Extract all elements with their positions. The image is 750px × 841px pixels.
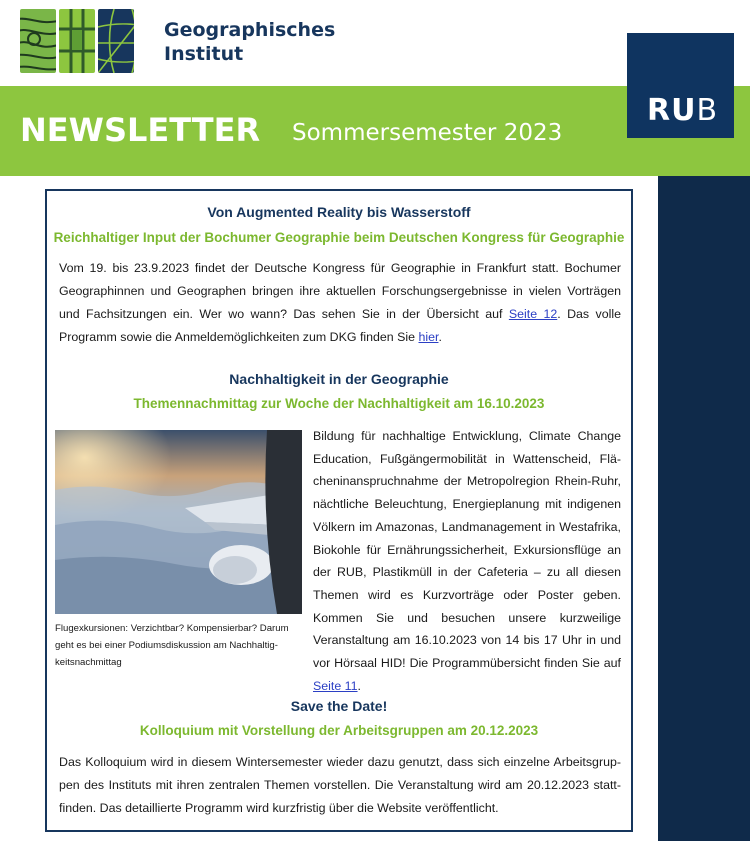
institute-name-line1: Geographisches bbox=[164, 19, 336, 41]
article1-link-hier[interactable]: hier bbox=[418, 330, 439, 344]
article1-text-end: . bbox=[438, 330, 442, 344]
article2-link-seite11[interactable]: Seite 11 bbox=[313, 678, 358, 693]
institute-name-line2: Institut bbox=[164, 43, 244, 65]
airplane-window-photo bbox=[55, 430, 302, 614]
article3-title: Save the Date! bbox=[290, 698, 388, 714]
article1-title: Von Augmented Reality bis Wasserstoff bbox=[207, 204, 471, 220]
logo-tile-globe bbox=[98, 9, 134, 73]
photo-caption: Flugexkursionen: Verzichtbar? Kompensierbar? Darum geht es bei einer Podiumsdiskussion am Nachhaltigkeitsnachmittag bbox=[55, 623, 289, 668]
newsletter-title: NEWSLETTER bbox=[20, 111, 261, 149]
article2-text-a: Bildung für nachhaltige Entwicklung, Climate Change Education, Fußgängermobilität in Wattenscheid, Flächeninanspruchnahme der Metropolregion Rhein-Ruhr, nächtliche Beleuchtung, Energieplanung mit indigenen Völkern im Amazonas, Landmanagement in Westafrika, Biokohle für Ernährungssicherheit, Exkursionsflüge an der RUB, Plastikmüll in der Cafeteria – zu all diesen Themen wird es Kurzvorträge oder Poster geben. Kommen Sie und besuchen unsere kurzweilige Veranstaltung am 16.10.2023 von 14 bis 17 Uhr in und vor Hörsaal HID! Die Programmübersicht finden Sie auf bbox=[313, 429, 621, 671]
article2-text bbox=[313, 425, 621, 697]
institute-name bbox=[164, 18, 335, 66]
logo-tile-grid bbox=[59, 9, 95, 73]
article2-subtitle: Themennachmittag zur Woche der Nachhaltigkeit am 16.10.2023 bbox=[133, 396, 545, 411]
rub-logo-bold: RU bbox=[647, 93, 697, 128]
article1-link-seite12[interactable]: Seite 12 bbox=[508, 307, 558, 321]
article2-text-end: . bbox=[357, 678, 361, 693]
article2-title: Nachhaltigkeit in der Geographie bbox=[229, 371, 449, 387]
article1-text-a: Vom 19. bis 23.9.2023 findet der Deutsche Kongress für Geographie in Frankfurt statt. Bochumer Geographinnen und Geographen bringen ihre aktuellen Forschungsergebnisse in vielen Vorträgen und Fachsitzungen ein. Wer wo wann? Das sehen Sie in der Übersicht auf bbox=[59, 261, 621, 321]
institute-logo bbox=[20, 9, 134, 73]
article1-text bbox=[59, 257, 621, 349]
newsletter-semester: Sommersemester 2023 bbox=[292, 120, 563, 146]
article3-text: Das Kolloquium wird in diesem Wintersemester wieder dazu genutzt, dass sich einzelne Arbeitsgruppen des Instituts mit ihren zentralen Themen vorstellen. Die Veranstaltung wird am 20.12.2023 stattfinden. Das detaillierte Programm wird kurzfristig über die Website veröffentlicht. bbox=[59, 755, 621, 815]
logo-tile-contour bbox=[20, 9, 56, 73]
article1-text-b: . Das volle Programm sowie die Anmeldemöglichkeiten zum DKG finden Sie bbox=[59, 307, 621, 344]
rub-logo-light: B bbox=[696, 93, 719, 128]
side-bar-decoration bbox=[658, 176, 750, 841]
article1-subtitle: Reichhaltiger Input der Bochumer Geographie beim Deutschen Kongress für Geographie bbox=[53, 230, 625, 245]
rub-logo bbox=[647, 94, 718, 128]
article3-subtitle: Kolloquium mit Vorstellung der Arbeitsgruppen am 20.12.2023 bbox=[139, 723, 539, 738]
